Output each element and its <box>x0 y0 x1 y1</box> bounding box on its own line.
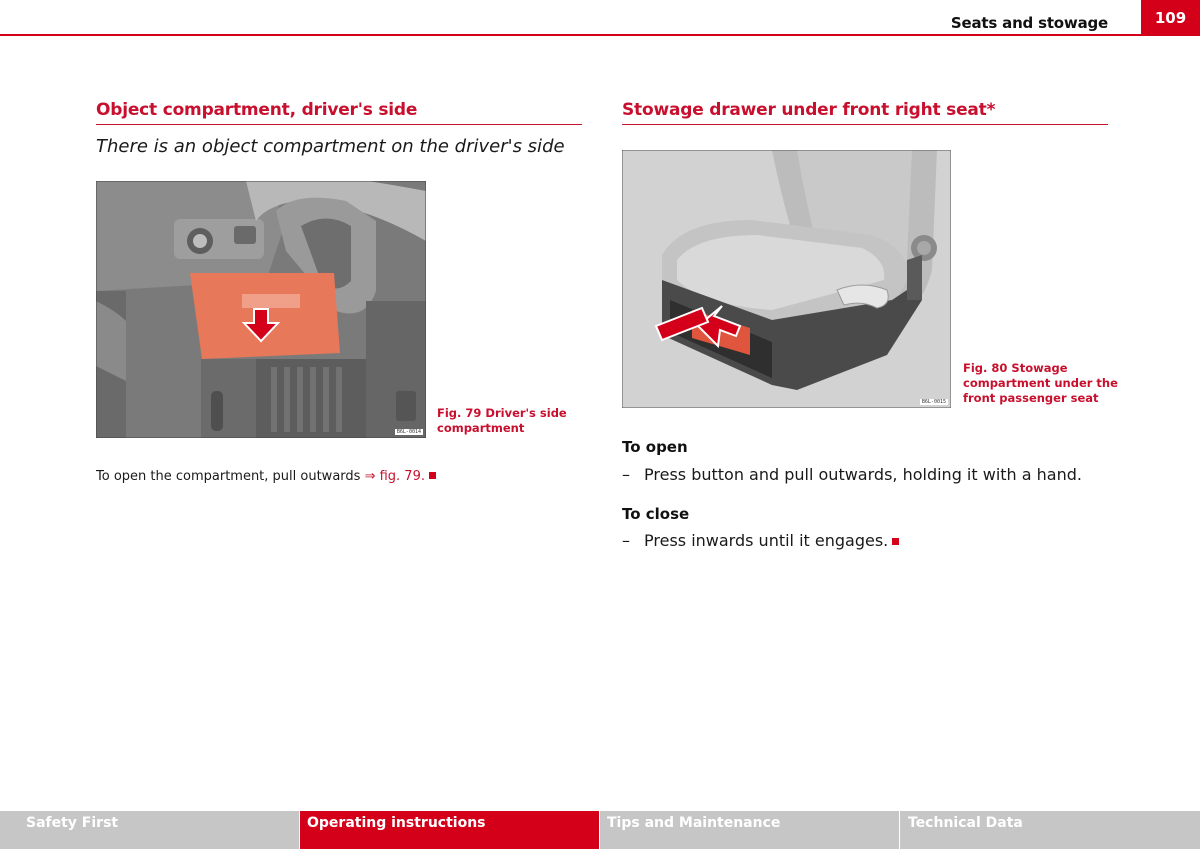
seat-illustration <box>622 150 951 408</box>
close-step-text: Press inwards until it engages. <box>644 531 889 550</box>
dashboard-illustration <box>96 181 426 438</box>
caption-fig-80-line3: front passenger seat <box>963 391 1099 405</box>
heading-rule-right <box>622 124 1108 125</box>
to-close-heading: To close <box>622 505 690 523</box>
end-of-section-marker <box>429 472 436 479</box>
heading-object-compartment: Object compartment, driver's side <box>96 100 418 120</box>
end-of-section-marker <box>892 538 899 545</box>
open-compartment-text <box>96 469 436 484</box>
page-section-title: Seats and stowage <box>950 14 1108 32</box>
heading-stowage-drawer: Stowage drawer under front right seat* <box>622 100 996 120</box>
to-open-heading: To open <box>622 438 688 456</box>
caption-fig-79-line1: Fig. 79 Driver's side <box>437 406 567 420</box>
figure-code-80: B6L-0015 <box>921 399 946 405</box>
figure-79-drivers-compartment <box>96 181 426 438</box>
open-compartment-instruction: To open the compartment, pull outwards <box>96 469 365 484</box>
footer-tab-technical-data[interactable]: Technical Data <box>900 811 1200 849</box>
footer-tab-tips-maintenance[interactable]: Tips and Maintenance <box>600 811 899 849</box>
footer-tab-safety-first[interactable]: Safety First <box>0 811 299 849</box>
header-rule <box>0 34 1200 36</box>
open-step-text: Press button and pull outwards, holding it with a hand. <box>644 465 1082 484</box>
caption-fig-80-line2: compartment under the <box>963 376 1118 390</box>
heading-rule-left <box>96 124 582 125</box>
fig-79-link[interactable]: ⇒ fig. 79. <box>364 469 425 484</box>
caption-fig-79 <box>437 406 567 436</box>
caption-fig-80-line1: Fig. 80 Stowage <box>963 361 1068 375</box>
page-number: 109 <box>1141 0 1200 36</box>
caption-fig-79-line2: compartment <box>437 421 525 435</box>
intro-text: There is an object compartment on the driver's side <box>96 136 565 157</box>
footer-tab-operating-instructions[interactable]: Operating instructions <box>300 811 599 849</box>
open-step-dash: – <box>622 465 630 484</box>
open-step <box>622 465 1082 484</box>
figure-80-seat-drawer <box>622 150 951 408</box>
close-step <box>622 531 899 550</box>
caption-fig-80 <box>963 361 1118 406</box>
close-step-dash: – <box>622 531 630 550</box>
figure-code-79: B6L-0014 <box>396 429 421 435</box>
